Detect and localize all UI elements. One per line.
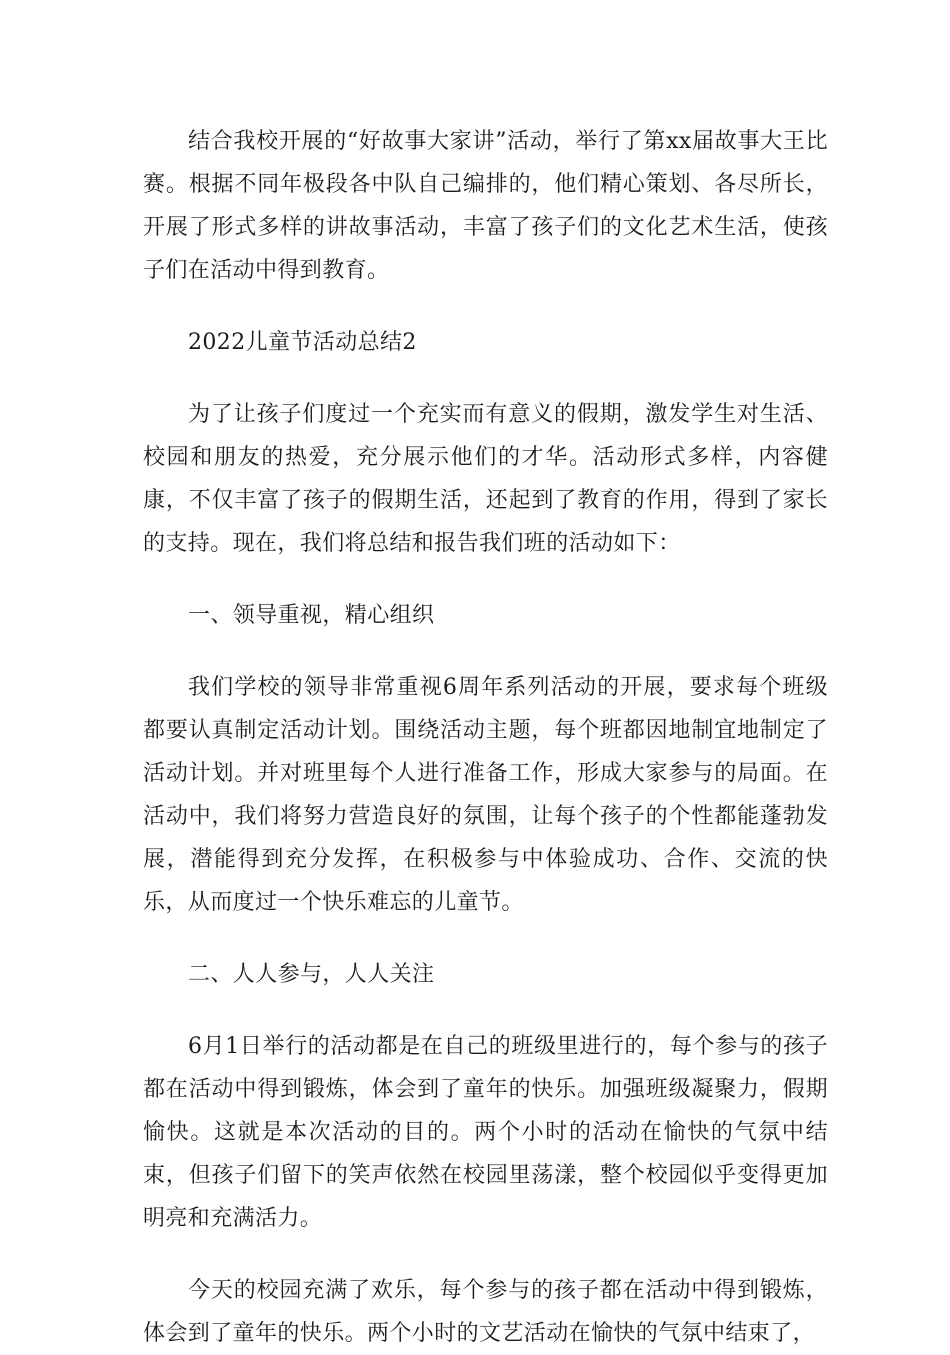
paragraph-gap [143, 996, 828, 1025]
paragraph-campus: 今天的校园充满了欢乐，每个参与的孩子都在活动中得到锻炼，体会到了童年的快乐。两个小时的文艺活动在愉快的气氛中结束了， [143, 1278, 828, 1346]
paragraph-story-contest: 结合我校开展的“好故事大家讲”活动，举行了第xx届故事大王比赛。根据不同年极段各中队自己编排的，他们精心策划、各尽所长，开展了形式多样的讲故事活动，丰富了孩子们的文化艺术生活，使孩子们在活动中得到教育。 [143, 129, 828, 283]
paragraph-gap [143, 364, 828, 393]
heading-participation: 二、人人参与，人人关注 [188, 962, 435, 987]
paragraph-gap [143, 1240, 828, 1269]
section-title: 2022儿童节活动总结2 [188, 330, 417, 355]
paragraph-gap [143, 292, 828, 321]
paragraph-intro: 为了让孩子们度过一个充实而有意义的假期，激发学生对生活、校园和朋友的热爱，充分展示他们的才华。活动形式多样，内容健康，不仅丰富了孩子的假期生活，还起到了教育的作用，得到了家长的支持。现在，我们将总结和报告我们班的活动如下： [143, 402, 828, 556]
document-body [143, 120, 828, 1355]
paragraph-gap [143, 637, 828, 666]
paragraph-gap [143, 924, 828, 953]
paragraph-gap [143, 565, 828, 594]
paragraph-participation: 6月1日举行的活动都是在自己的班级里进行的，每个参与的孩子都在活动中得到锻炼，体会到了童年的快乐。加强班级凝聚力，假期愉快。这就是本次活动的目的。两个小时的活动在愉快的气氛中结束，但孩子们留下的笑声依然在校园里荡漾，整个校园似乎变得更加明亮和充满活力。 [143, 1034, 828, 1231]
heading-leadership: 一、领导重视，精心组织 [188, 603, 435, 628]
paragraph-leadership: 我们学校的领导非常重视6周年系列活动的开展，要求每个班级都要认真制定活动计划。围绕活动主题，每个班都因地制宜地制定了活动计划。并对班里每个人进行准备工作，形成大家参与的局面。在活动中，我们将努力营造良好的氛围，让每个孩子的个性都能蓬勃发展，潜能得到充分发挥，在积极参与中体验成功、合作、交流的快乐，从而度过一个快乐难忘的儿童节。 [143, 675, 828, 915]
